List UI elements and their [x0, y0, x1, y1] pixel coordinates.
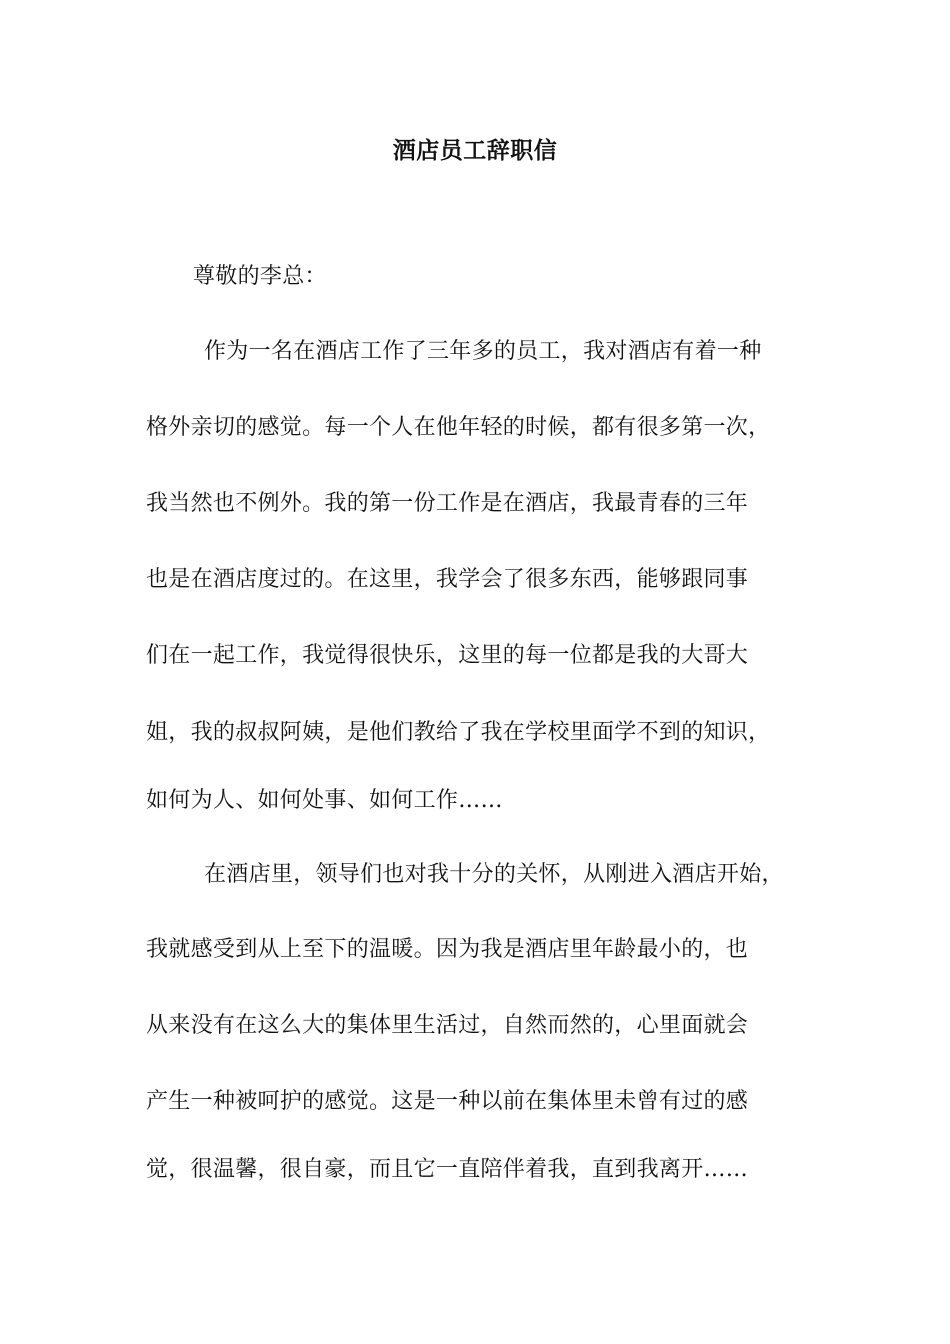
paragraph-1-line-3: 我当然也不例外。我的第一份工作是在酒店，我最青春的三年	[146, 491, 749, 516]
document-title: 酒店员工辞职信	[392, 137, 558, 164]
paragraph-1-line-2: 格外亲切的感觉。每一个人在他年轻的时候，都有很多第一次，	[146, 415, 771, 440]
paragraph-2-line-5: 觉，很温馨，很自豪，而且它一直陪伴着我，直到我离开……	[146, 1157, 749, 1182]
paragraph-2-line-3: 从来没有在这么大的集体里生活过，自然而然的，心里面就会	[146, 1013, 749, 1038]
salutation: 尊敬的李总：	[193, 264, 327, 289]
paragraph-1-line-4: 也是在酒店度过的。在这里，我学会了很多东西，能够跟同事	[146, 567, 749, 592]
paragraph-1-line-1: 作为一名在酒店工作了三年多的员工，我对酒店有着一种	[204, 339, 762, 364]
paragraph-2-line-4: 产生一种被呵护的感觉。这是一种以前在集体里未曾有过的感	[146, 1089, 749, 1114]
paragraph-2-line-2: 我就感受到从上至下的温暖。因为我是酒店里年龄最小的，也	[146, 937, 749, 962]
paragraph-1-line-7: 如何为人、如何处事、如何工作……	[146, 788, 503, 813]
paragraph-1-line-6: 姐，我的叔叔阿姨，是他们教给了我在学校里面学不到的知识，	[146, 720, 771, 745]
paragraph-1-line-5: 们在一起工作，我觉得很快乐，这里的每一位都是我的大哥大	[146, 643, 749, 668]
paragraph-2-line-1: 在酒店里，领导们也对我十分的关怀，从刚进入酒店开始，	[204, 862, 784, 887]
